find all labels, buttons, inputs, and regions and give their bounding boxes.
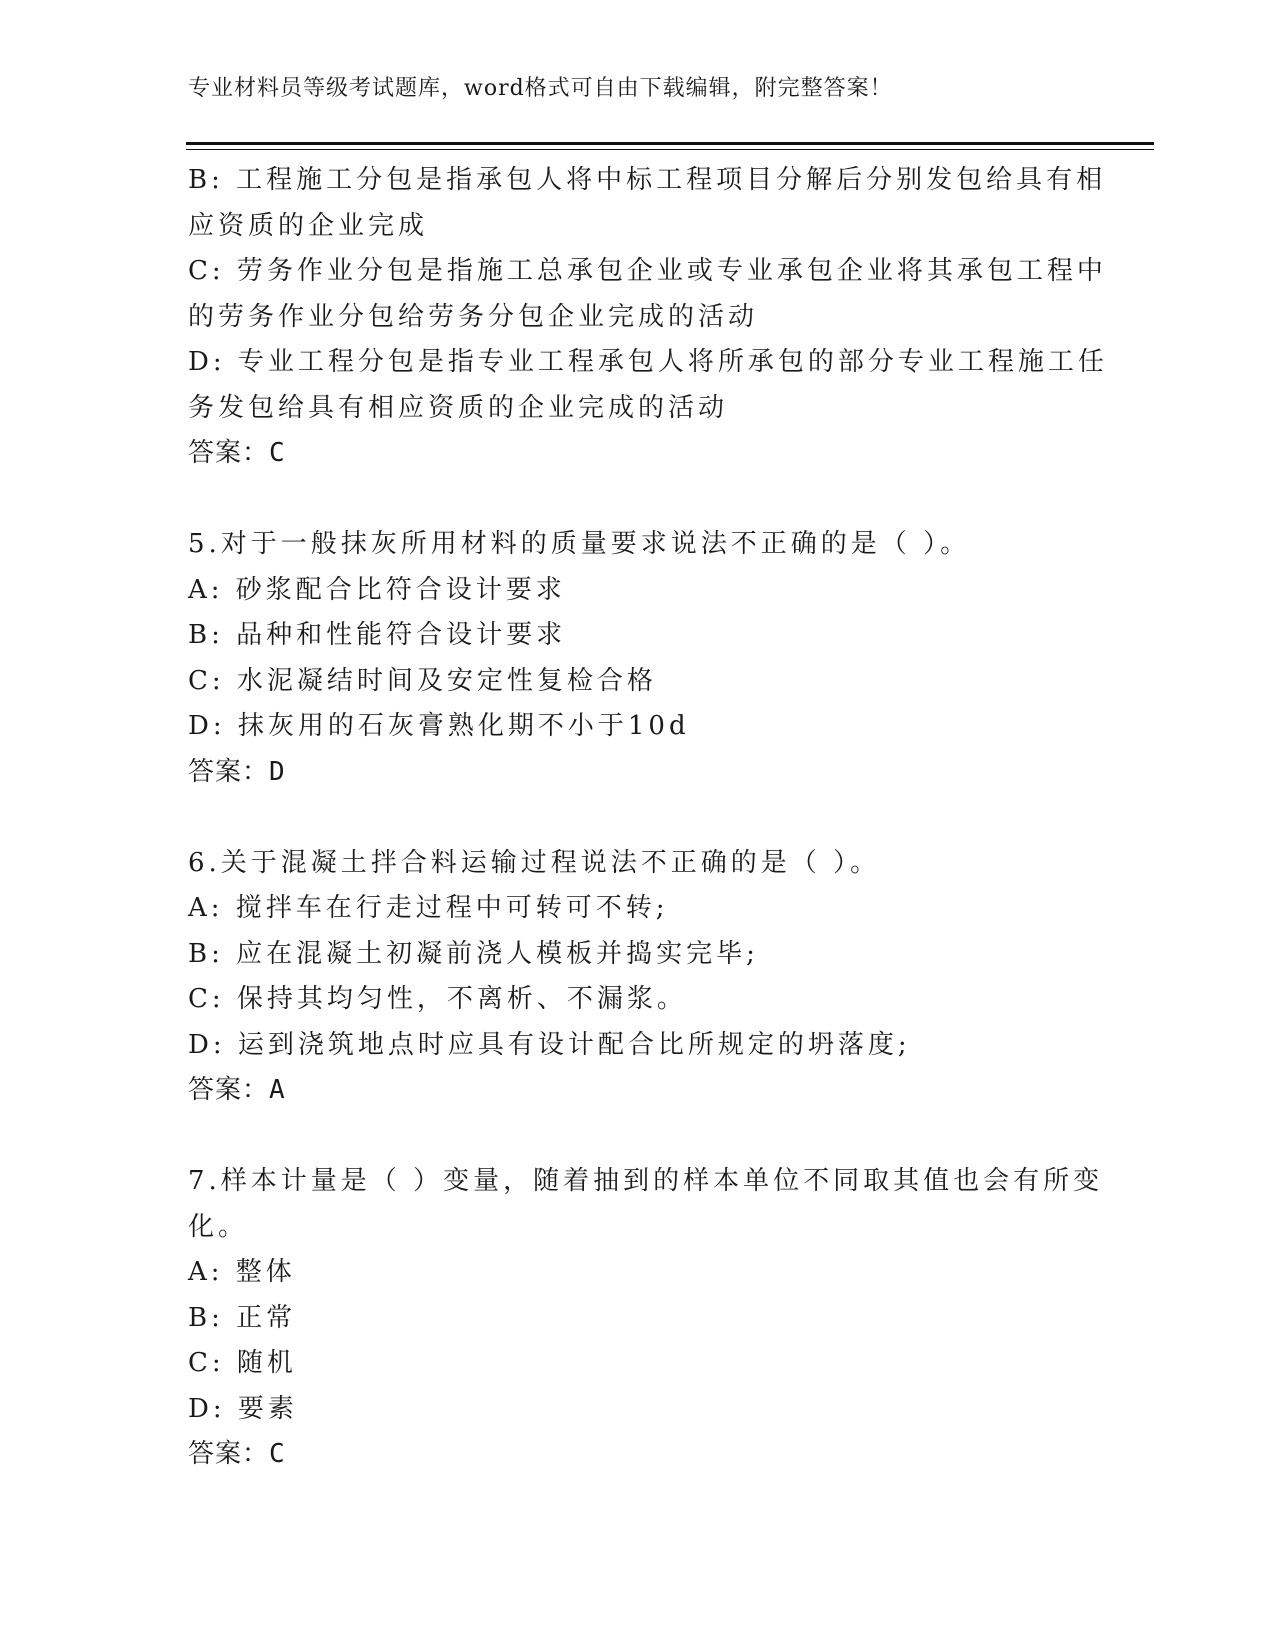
q5-answer <box>188 750 1078 796</box>
q4-answer <box>188 431 1078 477</box>
spacer <box>188 477 1078 523</box>
q5-answer-value: D <box>269 756 286 787</box>
q7-answer <box>188 1432 1078 1478</box>
document-body <box>188 158 1108 1478</box>
q4-option-d-line2: 务发包给具有相应资质的企业完成的活动 <box>188 392 729 423</box>
q5-option-b: B: 品种和性能符合设计要求 <box>188 620 567 650</box>
q5-answer-label: 答案： <box>188 756 270 787</box>
q7-option-a: A: 整体 <box>188 1257 296 1287</box>
question-4 <box>188 158 1108 477</box>
q7-option-c: C: 随机 <box>188 1348 297 1378</box>
q4-option-c-line2: 的劳务作业分包给劳务分包企业完成的活动 <box>188 301 759 332</box>
q4-option-c-line1: C: 劳务作业分包是指施工总承包企业或专业承包企业将其承包工程中 <box>188 256 1107 286</box>
spacer <box>188 795 1078 841</box>
q7-option-d: D: 要素 <box>188 1393 298 1424</box>
question-6 <box>188 841 1078 1114</box>
question-7 <box>188 1159 1104 1478</box>
q7-question-line2: 化。 <box>188 1211 249 1242</box>
question-5 <box>188 522 1078 795</box>
q5-option-c: C: 水泥凝结时间及安定性复检合格 <box>188 665 657 696</box>
q4-option-d-line1: D: 专业工程分包是指专业工程承包人将所承包的部分专业工程施工任 <box>188 347 1108 377</box>
q6-option-a: A: 搅拌车在行走过程中可转可不转; <box>188 893 669 923</box>
q5-question: 5.对于一般抹灰所用材料的质量要求说法不正确的是（ ）。 <box>188 529 971 559</box>
q4-option-b-line1: B: 工程施工分包是指承包人将中标工程项目分解后分别发包给具有相 <box>188 165 1107 195</box>
page-header: 专业材料员等级考试题库，word格式可自由下载编辑，附完整答案！ <box>188 76 893 101</box>
q6-answer <box>188 1068 1078 1114</box>
q7-answer-value: C <box>269 1439 286 1469</box>
header-rule-thin <box>186 149 1154 150</box>
q6-option-d: D: 运到浇筑地点时应具有设计配合比所规定的坍落度; <box>188 1029 911 1060</box>
q5-option-a: A: 砂浆配合比符合设计要求 <box>188 574 566 605</box>
q4-answer-value: C <box>269 438 286 468</box>
q6-answer-value: A <box>269 1075 286 1105</box>
q6-question: 6.关于混凝土拌合料运输过程说法不正确的是（ ）。 <box>188 847 881 878</box>
q6-option-c: C: 保持其均匀性，不离析、不漏浆。 <box>188 984 687 1014</box>
q7-option-b: B: 正常 <box>188 1302 297 1333</box>
q6-answer-label: 答案： <box>188 1075 270 1105</box>
q7-question-line1: 7.样本计量是（ ）变量，随着抽到的样本单位不同取其值也会有所变 <box>188 1166 1104 1196</box>
q6-option-b: B: 应在混凝土初凝前浇人模板并捣实完毕; <box>188 938 759 969</box>
q7-answer-label: 答案： <box>188 1439 270 1469</box>
q4-answer-label: 答案： <box>188 438 270 468</box>
spacer <box>188 1114 1078 1160</box>
q4-option-b-line2: 应资质的企业完成 <box>188 210 429 241</box>
q5-option-d: D: 抹灰用的石灰膏熟化期不小于10d <box>188 711 690 741</box>
header-rule-thick <box>186 142 1154 145</box>
